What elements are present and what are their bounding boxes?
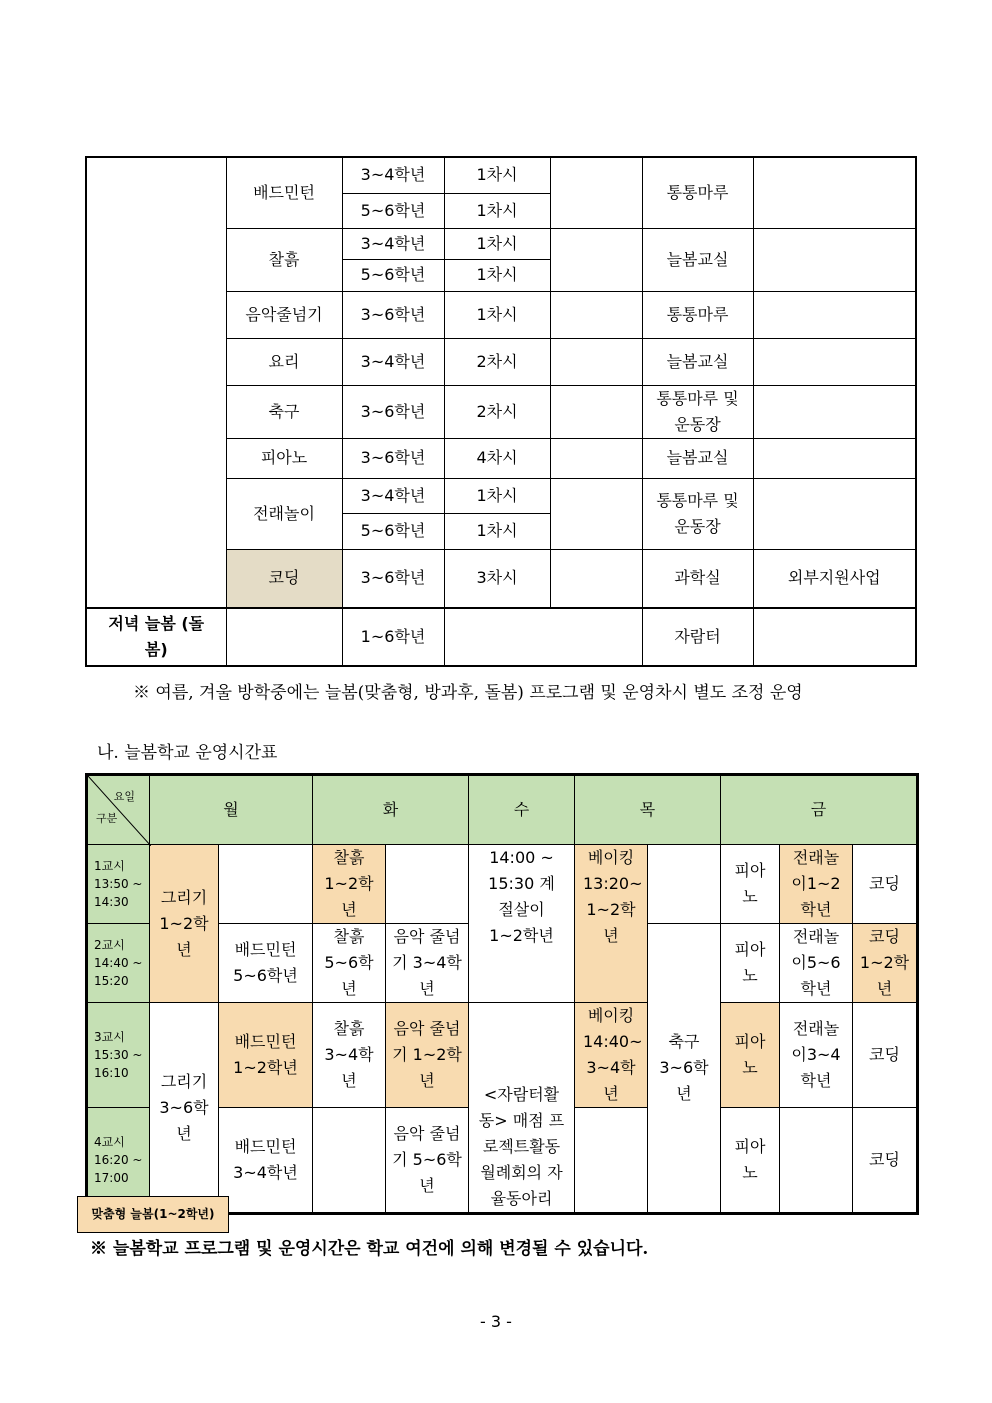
mon-badminton-34: 배드민턴 3~4학년 (219, 1108, 313, 1214)
grade: 1~6학년 (342, 609, 444, 666)
page-number: - 3 - (480, 1312, 512, 1331)
vacation-note: ※ 여름, 겨울 방학중에는 늘봄(맞춤형, 방과후, 돌봄) 프로그램 및 운영차시 별도 조정 운영 (133, 683, 803, 703)
empty-cell (386, 845, 469, 924)
corner-period-label: 구분 (96, 812, 118, 825)
program-name: 전래놀이 (226, 478, 342, 549)
day-header-fri: 금 (721, 775, 918, 845)
grade: 3~6학년 (342, 549, 444, 608)
thu-baking-12: 베이킹 13:20~ 1~2학년 (575, 845, 648, 1003)
day-header-tue: 화 (313, 775, 469, 845)
place: 통통마루 (642, 291, 753, 338)
grade: 5~6학년 (342, 259, 444, 291)
session: 1차시 (444, 193, 550, 228)
grade: 5~6학년 (342, 193, 444, 228)
tue-jump-34: 음악 줄넘기 3~4학년 (386, 924, 469, 1003)
place: 통통마루 및 운동장 (642, 478, 753, 549)
schedule-change-note: ※ 늘봄학교 프로그램 및 운영시간은 학교 여건에 의해 변경될 수 있습니다. (90, 1239, 649, 1259)
corner-header (87, 775, 150, 845)
session: 1차시 (444, 228, 550, 259)
place: 늘봄교실 (642, 438, 753, 478)
note-cell (753, 228, 916, 291)
session: 1차시 (444, 478, 550, 513)
place: 늘봄교실 (642, 228, 753, 291)
grade: 3~4학년 (342, 157, 444, 193)
mon-badminton-56: 배드민턴 5~6학년 (219, 924, 313, 1003)
wed-jaramteo: <자람터활동> 매점 프로젝트활동 월례회의 자율동아리 (469, 1003, 575, 1214)
empty-cell (550, 338, 642, 385)
grade: 3~6학년 (342, 291, 444, 338)
note-cell (753, 609, 916, 666)
program-name: 피아노 (226, 438, 342, 478)
period-1: 1교시 13:50 ~ 14:30 (87, 845, 150, 924)
note-cell (753, 291, 916, 338)
program-name: 요리 (226, 338, 342, 385)
empty-cell (550, 478, 642, 549)
fri-piano: 피아노 (721, 1003, 780, 1108)
session: 3차시 (444, 549, 550, 608)
diagonal-line (88, 776, 151, 846)
place: 통통마루 및 운동장 (642, 385, 753, 438)
wed-season: 14:00 ~ 15:30 계절살이 1~2학년 (469, 845, 575, 1003)
section-title: 나. 늘봄학교 운영시간표 (97, 743, 278, 763)
note-cell (753, 338, 916, 385)
tue-clay-34: 찰흙 3~4학년 (313, 1003, 386, 1108)
session: 2차시 (444, 385, 550, 438)
note-cell (753, 438, 916, 478)
program-name: 음악줄넘기 (226, 291, 342, 338)
note-cell (753, 385, 916, 438)
tue-jump-56: 음악 줄넘기 5~6학년 (386, 1108, 469, 1214)
place: 통통마루 (642, 157, 753, 228)
grade: 3~6학년 (342, 385, 444, 438)
place: 자람터 (642, 609, 753, 666)
program-name: 찰흙 (226, 228, 342, 291)
empty-cell (444, 609, 642, 666)
program-name: 코딩 (226, 549, 342, 608)
empty-cell (780, 1108, 853, 1214)
empty-cell (226, 609, 342, 666)
empty-cell (550, 157, 642, 228)
day-header-mon: 월 (150, 775, 313, 845)
grade: 3~4학년 (342, 228, 444, 259)
session: 1차시 (444, 157, 550, 193)
mon-drawing-12: 그리기 1~2학년 (150, 845, 219, 1003)
evening-row (85, 608, 917, 667)
tue-clay-12: 찰흙 1~2학년 (313, 845, 386, 924)
tue-jump-12: 음악 줄넘기 1~2학년 (386, 1003, 469, 1108)
period-4: 4교시 16:20 ~ 17:00 (87, 1108, 150, 1214)
corner-day-label: 요일 (113, 790, 135, 803)
evening-label: 저녁 늘봄 (돌봄) (86, 609, 226, 666)
legend-custom-care: 맞춤형 늘봄(1~2학년) (77, 1196, 229, 1233)
tue-clay-56: 찰흙 5~6학년 (313, 924, 386, 1003)
session: 4차시 (444, 438, 550, 478)
thu-baking-34: 베이킹 14:40~ 3~4학년 (575, 1003, 648, 1108)
session: 1차시 (444, 259, 550, 291)
empty-cell (550, 291, 642, 338)
fri-coding: 코딩 (853, 1003, 918, 1108)
period-2: 2교시 14:40 ~ 15:20 (87, 924, 150, 1003)
day-header-thu: 목 (575, 775, 721, 845)
session: 2차시 (444, 338, 550, 385)
grade: 3~4학년 (342, 478, 444, 513)
empty-cell (648, 845, 721, 924)
empty-cell (550, 549, 642, 608)
mon-badminton-12: 배드민턴 1~2학년 (219, 1003, 313, 1108)
note: 외부지원사업 (753, 549, 916, 608)
place: 과학실 (642, 549, 753, 608)
mon-drawing-36: 그리기 3~6학년 (150, 1003, 219, 1214)
fri-coding: 코딩 (853, 845, 918, 924)
fri-piano: 피아노 (721, 845, 780, 924)
session: 1차시 (444, 291, 550, 338)
empty-cell (550, 438, 642, 478)
note-cell (753, 478, 916, 549)
program-name: 배드민턴 (226, 157, 342, 228)
program-table (85, 156, 917, 609)
fri-piano: 피아노 (721, 1108, 780, 1214)
fri-trad-34: 전래놀이3~4학년 (780, 1003, 853, 1108)
day-header-wed: 수 (469, 775, 575, 845)
empty-cell (550, 385, 642, 438)
grade: 5~6학년 (342, 513, 444, 549)
program-name: 축구 (226, 385, 342, 438)
grade: 3~6학년 (342, 438, 444, 478)
grade: 3~4학년 (342, 338, 444, 385)
empty-cell (219, 845, 313, 924)
period-3: 3교시 15:30 ~ 16:10 (87, 1003, 150, 1108)
empty-cell (550, 228, 642, 291)
fri-trad-12: 전래놀이1~2학년 (780, 845, 853, 924)
note-cell (753, 157, 916, 228)
fri-coding-12: 코딩 1~2학년 (853, 924, 918, 1003)
empty-cell (575, 1108, 648, 1214)
thu-soccer: 축구 3~6학년 (648, 924, 721, 1214)
fri-coding: 코딩 (853, 1108, 918, 1214)
fri-piano: 피아노 (721, 924, 780, 1003)
session: 1차시 (444, 513, 550, 549)
empty-cell (313, 1108, 386, 1214)
category-cell (86, 157, 226, 608)
fri-trad-56: 전래놀이5~6학년 (780, 924, 853, 1003)
place: 늘봄교실 (642, 338, 753, 385)
timetable (85, 773, 919, 1215)
